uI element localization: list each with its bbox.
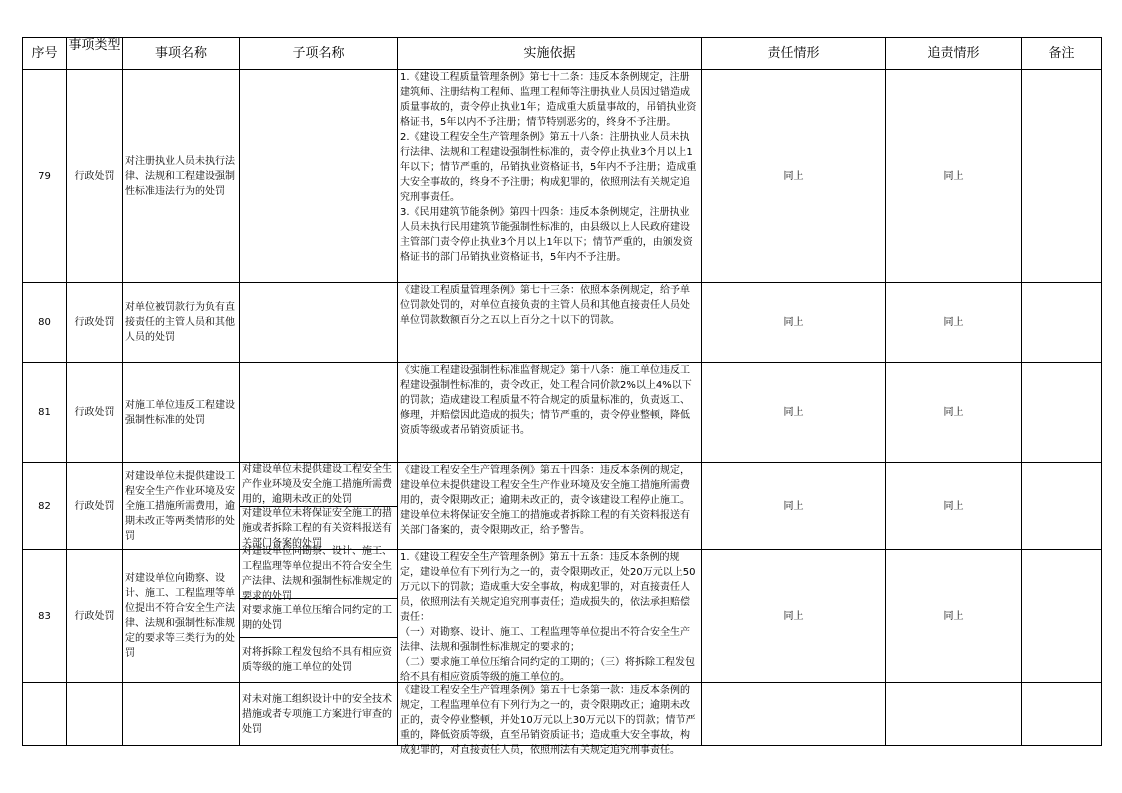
table-row <box>23 683 1102 746</box>
row-basis-text: 《建设工程安全生产管理条例》第五十七条第一款：违反本条例的规定，工程监理单位有下列行为之一的，责令限期改正；逾期未改正的，责令停业整顿，并处10万元以上30万元以下的罚款；情节严重的，降低资质等级，直至吊销资质证书；造成重大安全事故，构成犯罪的，对直接责任人员，依照刑法有关规定追究刑事责任。 <box>400 685 696 756</box>
row-subitems <box>240 463 398 550</box>
row-basis-text: 《建设工程安全生产管理条例》第五十四条：违反本条例的规定，建设单位未提供建设工程安全生产作业环境及安全施工措施所需费用的，责令限期改正；逾期未改正的，责令该建设工程停止施工。建设单位未将保证安全施工的措施或者拆除工程的有关资料报送有关部门备案的，责令限期改正，给予警告。 <box>400 465 690 536</box>
header-remark: 备注 <box>1022 38 1102 70</box>
row-subitems <box>240 683 398 746</box>
row-name <box>123 683 240 746</box>
row-number: 81 <box>23 363 67 463</box>
row-responsibility: 同上 <box>702 283 886 363</box>
row-subitems <box>240 70 398 283</box>
row-accountability: 同上 <box>886 463 1022 550</box>
items-table <box>22 37 1102 756</box>
row-name-text: 对单位被罚款行为负有直接责任的主管人员和其他人员的处罚 <box>125 302 235 343</box>
header-name: 事项名称 <box>123 38 240 70</box>
row-basis <box>398 463 702 550</box>
row-basis-text: 1.《建设工程安全生产管理条例》第五十五条：违反本条例的规定，建设单位有下列行为之一的，责令限期改正，处20万元以上50万元以下的罚款；造成重大安全事故，构成犯罪的，对直接责任人员，依照刑法有关规定追究刑事责任；造成损失的，依法承担赔偿责任： （一）对勘察、设计、施工、工程监理等单位提出不符合安全生产法律、法规和强制性标准规定的要求的； （二）要求施工单位压缩合同约定的工期的；（三）将拆除工程发包给不具有相应资质等级的施工单位的。 <box>400 552 696 683</box>
row-name-text: 对注册执业人员未执行法律、法规和工程建设强制性标准违法行为的处罚 <box>125 155 235 197</box>
row-type: 行政处罚 <box>67 550 123 683</box>
row-responsibility: 同上 <box>702 363 886 463</box>
row-subitems <box>240 546 398 683</box>
subitem: 对建设单位未将保证安全施工的措施或者拆除工程的有关资料报送有关部门备案的处罚 <box>242 507 392 549</box>
row-basis-text: 《建设工程质量管理条例》第七十三条：依照本条例规定，给予单位罚款处罚的，对单位直接负责的主管人员和其他直接责任人员处单位罚款数额百分之五以上百分之十以下的罚款。 <box>400 285 690 326</box>
table-row <box>23 550 1102 683</box>
row-type: 行政处罚 <box>67 283 123 363</box>
row-name <box>123 70 240 283</box>
row-remark <box>1022 283 1102 363</box>
row-name <box>123 550 240 683</box>
table-row <box>23 363 1102 463</box>
row-name-text: 对施工单位违反工程建设强制性标准的处罚 <box>125 399 235 426</box>
row-type: 行政处罚 <box>67 70 123 283</box>
row-accountability <box>886 683 1022 746</box>
row-responsibility: 同上 <box>702 463 886 550</box>
table-sheet <box>22 37 1100 756</box>
row-remark <box>1022 363 1102 463</box>
row-number: 80 <box>23 283 67 363</box>
row-basis <box>398 70 702 283</box>
table-row <box>23 463 1102 550</box>
row-accountability: 同上 <box>886 70 1022 283</box>
row-type: 行政处罚 <box>67 363 123 463</box>
table-row <box>23 283 1102 363</box>
row-number <box>23 683 67 746</box>
row-basis <box>398 363 702 463</box>
row-number: 83 <box>23 550 67 683</box>
row-type: 行政处罚 <box>67 463 123 550</box>
table-row <box>23 70 1102 283</box>
row-basis-text: 《实施工程建设强制性标准监督规定》第十八条：施工单位违反工程建设强制性标准的，责令改正，处工程合同价款2%以上4%以下的罚款；造成建设工程质量不符合规定的质量标准的，负责返工、修理，并赔偿因此造成的损失；情节严重的，责令停业整顿，降低资质等级或者吊销资质证书。 <box>400 365 692 436</box>
row-subitems <box>240 363 398 463</box>
row-basis <box>398 283 702 363</box>
row-name <box>123 283 240 363</box>
row-remark <box>1022 550 1102 683</box>
subitem: 对建设单位未提供建设工程安全生产作业环境及安全施工措施所需费用的，逾期未改正的处罚 <box>240 463 397 507</box>
row-name-text: 对建设单位未提供建设工程安全生产作业环境及安全施工措施所需费用，逾期未改正等两类情形的处罚 <box>125 470 235 542</box>
row-remark <box>1022 70 1102 283</box>
header-accountability: 追责情形 <box>886 38 1022 70</box>
row-name <box>123 363 240 463</box>
header-subitem: 子项名称 <box>240 38 398 70</box>
row-subitems <box>240 283 398 363</box>
header-responsibility: 责任情形 <box>702 38 886 70</box>
row-number: 82 <box>23 463 67 550</box>
row-basis <box>398 550 702 683</box>
subitem: 对未对施工组织设计中的安全技术措施或者专项施工方案进行审查的处罚 <box>242 693 392 735</box>
row-type <box>67 683 123 746</box>
subitem: 对将拆除工程发包给不具有相应资质等级的施工单位的处罚 <box>242 647 392 673</box>
row-responsibility: 同上 <box>702 550 886 683</box>
row-remark <box>1022 683 1102 746</box>
subitem: 对建设单位向勘察、设计、施工、工程监理等单位提出不符合安全生产法律、法规和强制性标准规定的要求的处罚 <box>240 550 397 599</box>
row-name <box>123 463 240 550</box>
row-name-text: 对建设单位向勘察、设计、施工、工程监理等单位提出不符合安全生产法律、法规和强制性标准规定的要求等三类行为的处罚 <box>125 573 235 659</box>
row-remark <box>1022 463 1102 550</box>
row-basis-text: 1.《建设工程质量管理条例》第七十二条：违反本条例规定，注册建筑师、注册结构工程师、监理工程师等注册执业人员因过错造成质量事故的，责令停止执业1年；造成重大质量事故的，吊销执业资格证书，5年以内不予注册；情节特别恶劣的，终身不予注册。 2.《建设工程安全生产管理条例》第五十八条：注册执业人员未执行法律、法规和工程建设强制性标准的，责令停止执业3个月以上1年以下；情节严重的，吊销执业资格证书，5年内不予注册；造成重大安全事故的，终身不予注册；构成犯罪的，依照刑法有关规定追究刑事责任。 3.《民用建筑节能条例》第四十四条：违反本条例规定，注册执业人员未执行民用建筑节能强制性标准的，由县级以上人民政府建设主管部门责令停止执业3个月以上1年以下；情节严重的，由颁发资格证书的部门吊销执业资格证书，5年内不予注册。 <box>400 72 697 263</box>
header-basis: 实施依据 <box>398 38 702 70</box>
row-responsibility <box>702 683 886 746</box>
subitem: 对要求施工单位压缩合同约定的工期的处罚 <box>240 599 397 638</box>
row-basis <box>398 683 702 756</box>
row-responsibility: 同上 <box>702 70 886 283</box>
row-accountability: 同上 <box>886 550 1022 683</box>
row-number: 79 <box>23 70 67 283</box>
row-accountability: 同上 <box>886 363 1022 463</box>
header-no: 序号 <box>23 38 67 70</box>
row-accountability: 同上 <box>886 283 1022 363</box>
header-row <box>23 38 1102 70</box>
header-type: 事项类型 <box>67 38 123 70</box>
